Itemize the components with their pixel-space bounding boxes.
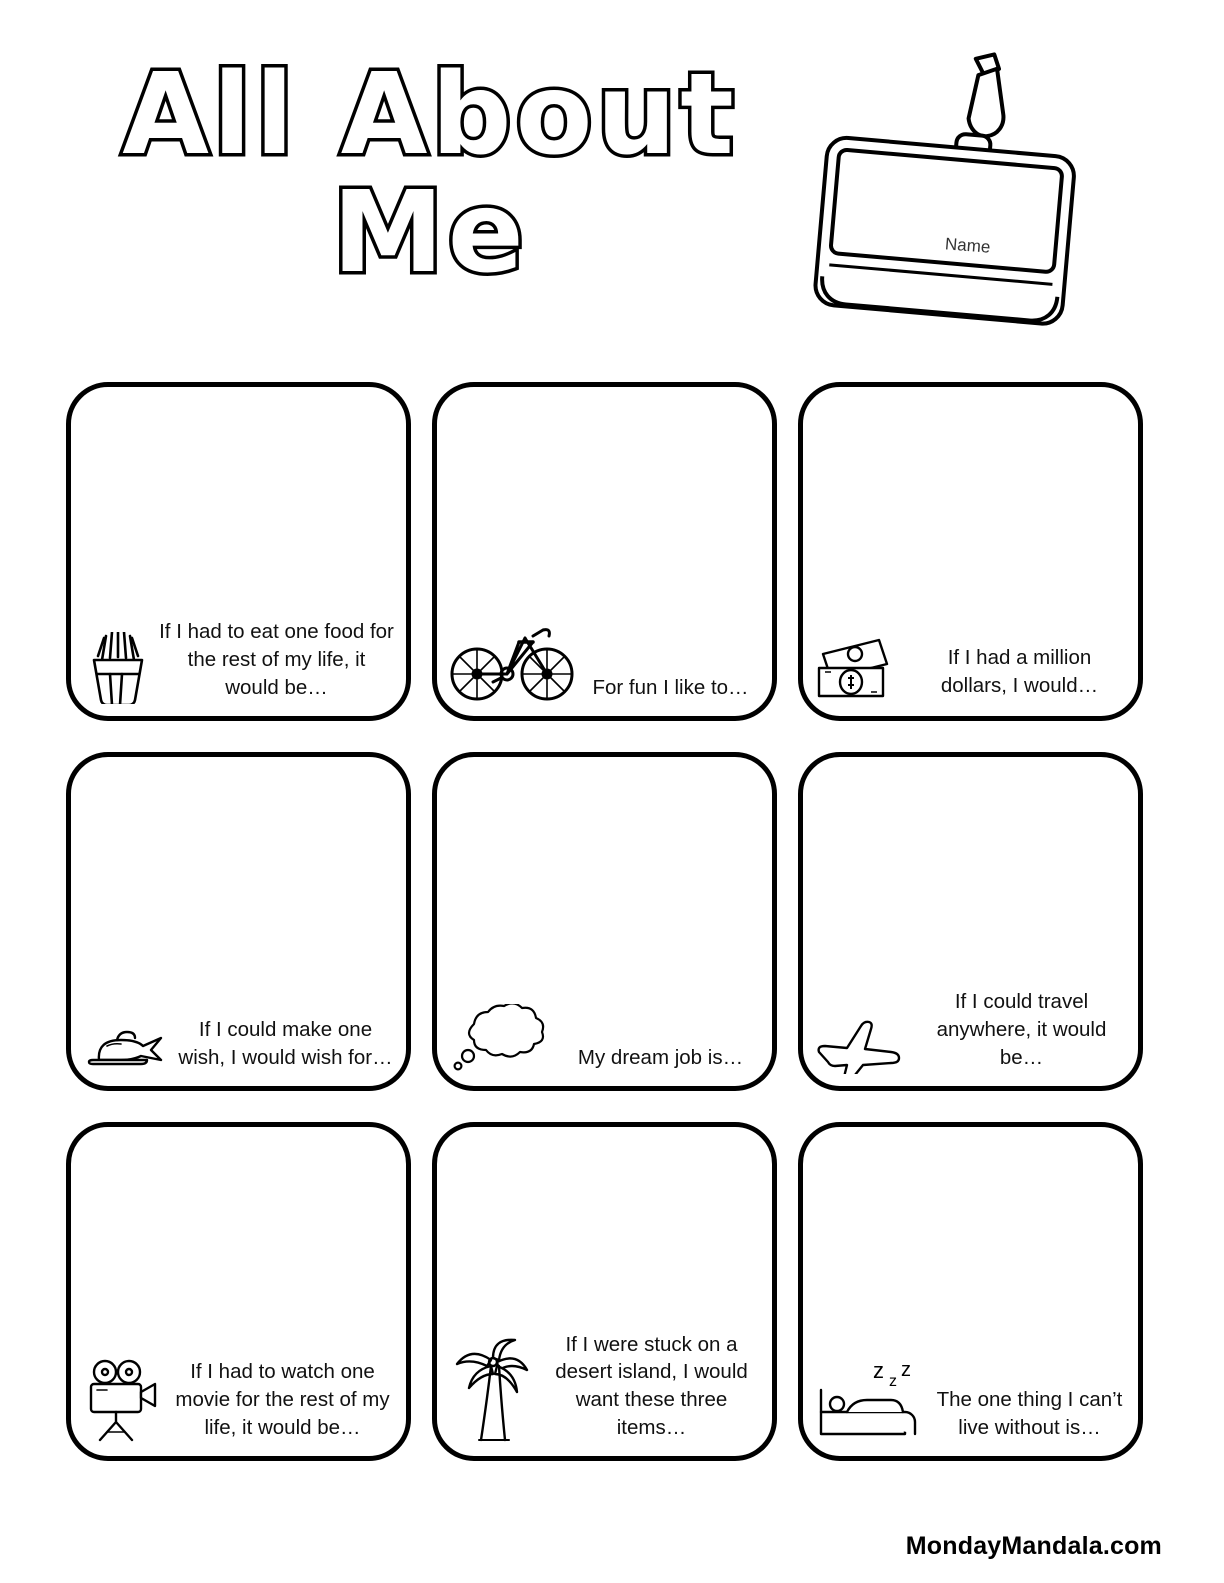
prompt-card-fun[interactable] xyxy=(432,382,777,721)
prompt-card-island[interactable] xyxy=(432,1122,777,1461)
prompt-text: If I had a million dollars, I would… xyxy=(940,646,1099,698)
page-title-line-1: All About xyxy=(122,50,738,180)
prompt-text: For fun I like to… xyxy=(592,676,749,700)
magic-lamp-icon xyxy=(81,1010,173,1074)
prompt-text: The one thing I can’t live without is… xyxy=(936,1388,1123,1440)
movie-camera-icon xyxy=(81,1352,167,1444)
bed-sleep-icon xyxy=(813,1352,929,1444)
prompt-card-essential[interactable] xyxy=(798,1122,1143,1461)
airplane-icon xyxy=(813,1010,913,1074)
bicycle-icon xyxy=(447,612,577,704)
prompt-text: If I could make one wish, I would wish for… xyxy=(178,1018,393,1070)
prompt-card-movie[interactable] xyxy=(66,1122,411,1461)
money-bills-icon xyxy=(813,624,909,704)
prompt-card-grid xyxy=(66,382,1158,1461)
name-badge xyxy=(795,40,1125,370)
page-title-line-2: Me xyxy=(332,168,528,299)
svg-text:z: z xyxy=(901,1359,911,1381)
prompt-card-food[interactable] xyxy=(66,382,411,721)
page-title xyxy=(90,50,770,299)
palm-tree-icon xyxy=(447,1334,539,1444)
site-credit: MondayMandala.com xyxy=(905,1532,1162,1560)
prompt-card-dream-job[interactable] xyxy=(432,752,777,1091)
prompt-text: If I had to watch one movie for the rest of my life, it would be… xyxy=(175,1360,390,1440)
prompt-text: My dream job is… xyxy=(577,1046,744,1070)
id-badge-with-clip-icon xyxy=(795,40,1125,370)
french-fries-icon xyxy=(81,630,155,704)
prompt-card-wish[interactable] xyxy=(66,752,411,1091)
prompt-card-travel[interactable] xyxy=(798,752,1143,1091)
svg-text:z: z xyxy=(873,1358,884,1383)
prompt-text: If I were stuck on a desert island, I would want these three items… xyxy=(555,1332,748,1440)
prompt-text: If I could travel anywhere, it would be… xyxy=(936,990,1107,1070)
thought-bubble-icon xyxy=(447,998,557,1074)
prompt-text: If I had to eat one food for the rest of my life, it would be… xyxy=(159,620,394,700)
badge-name-label: Name xyxy=(944,234,992,257)
prompt-card-million[interactable] xyxy=(798,382,1143,721)
svg-text:z: z xyxy=(889,1373,897,1390)
